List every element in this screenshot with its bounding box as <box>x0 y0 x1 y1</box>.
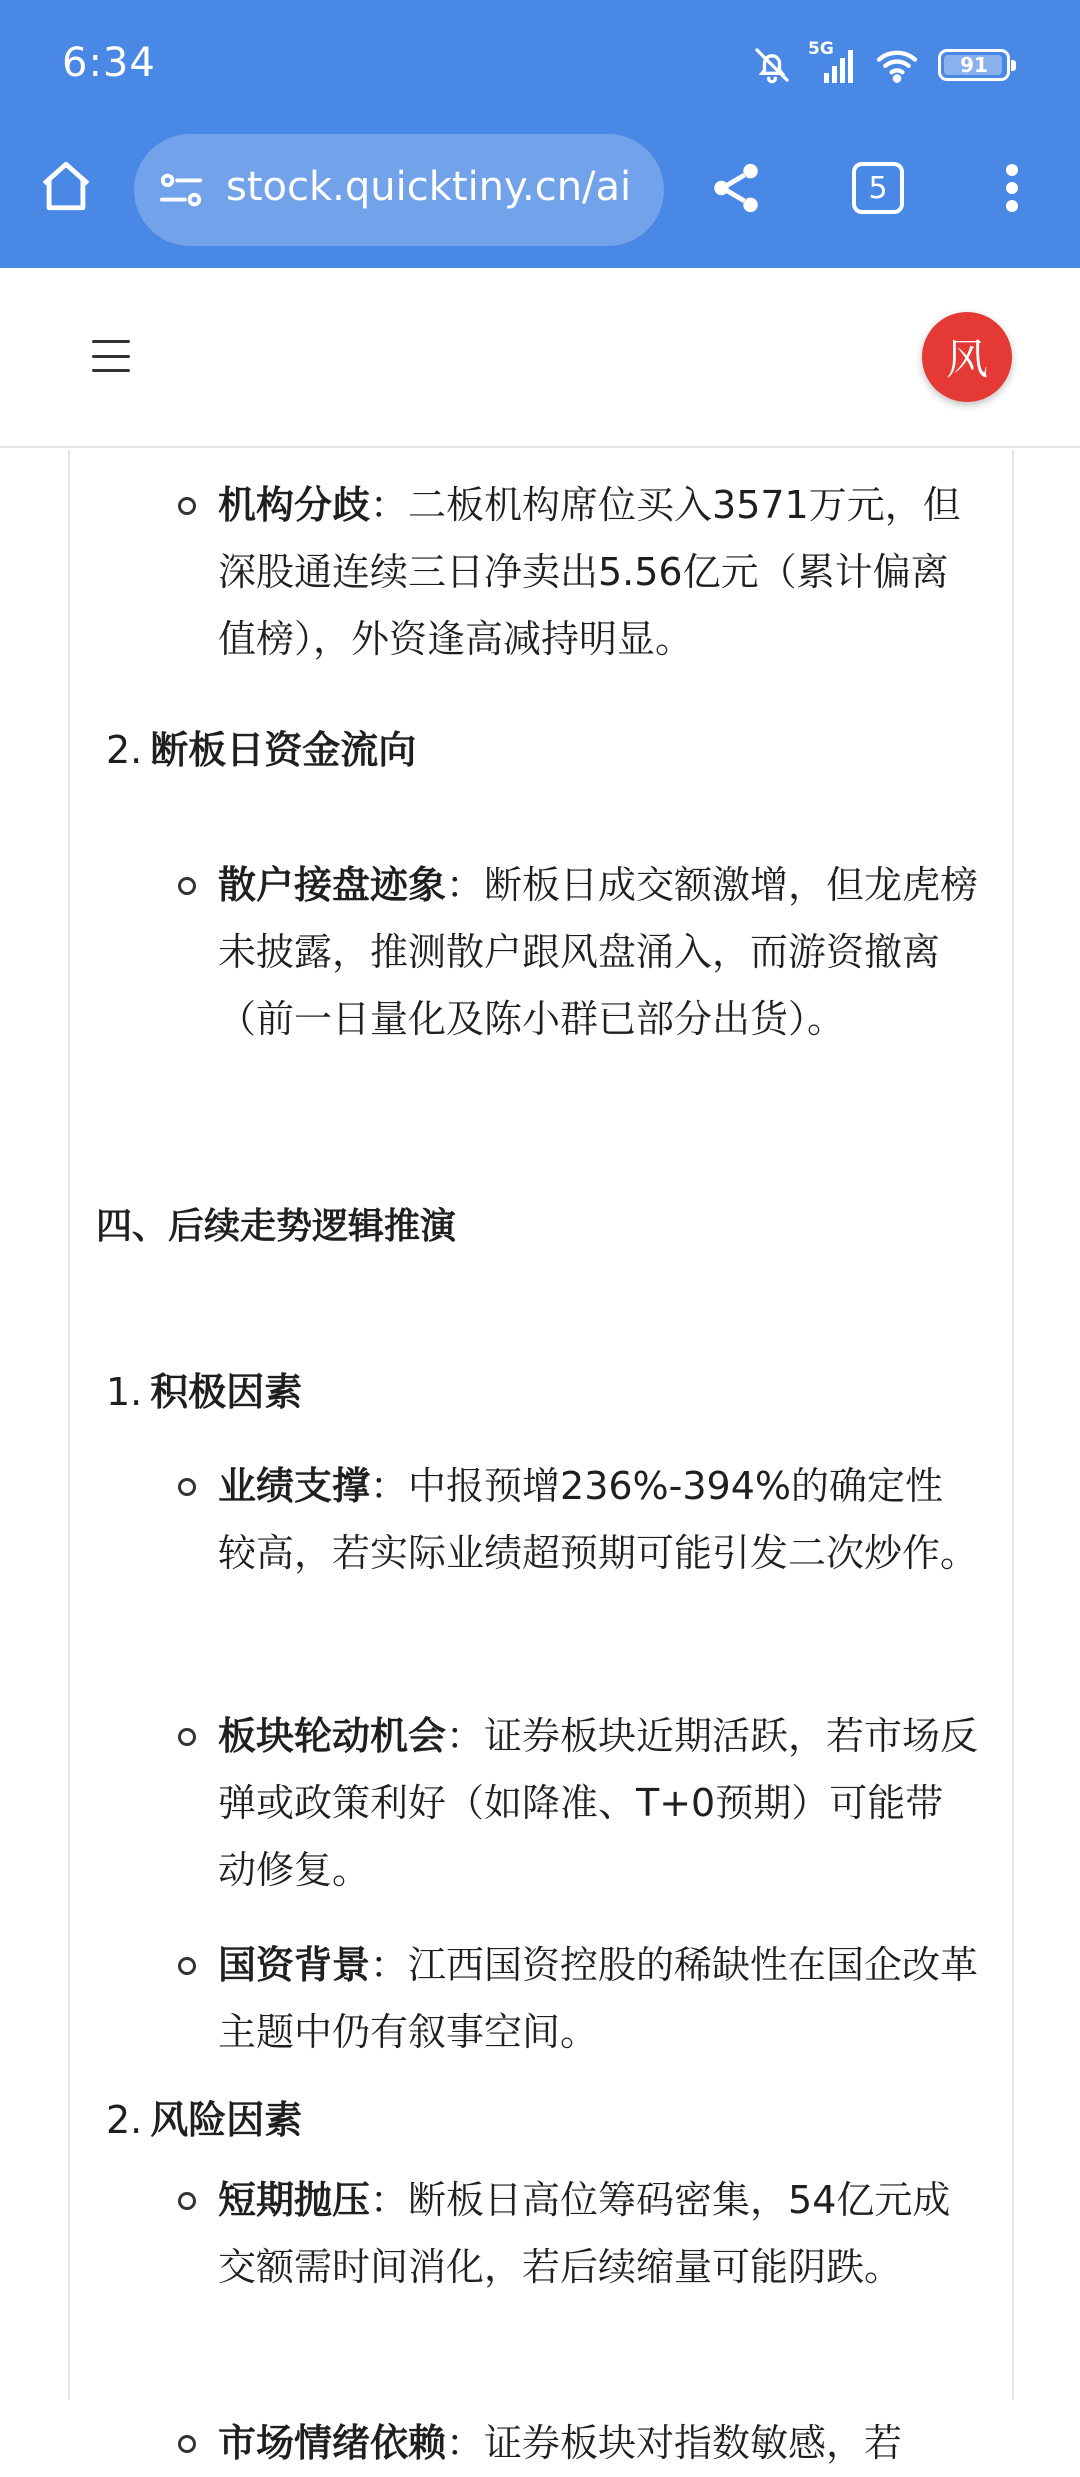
bullet-circle-icon <box>178 2192 196 2210</box>
list-item-separator: ： <box>370 1943 409 1987</box>
list-item-text <box>218 1453 980 1587</box>
list-item-body: 二板机构席位买入3571万元，但深股通连续三日净卖出5.56亿元（累计偏离值榜），外资逢高减持明显。 <box>218 483 961 661</box>
wifi-icon <box>874 47 920 83</box>
list-item-separator: ： <box>446 863 485 907</box>
site-header <box>0 268 1080 448</box>
bullet-circle-icon <box>178 877 196 895</box>
list-item-body: 中报预增236%-394%的确定性较高，若实际业绩超预期可能引发二次炒作。 <box>218 1464 979 1575</box>
bullet-circle-icon <box>178 497 196 515</box>
url-text: stock.quicktiny.cn/ai <box>226 164 632 210</box>
numbered-heading <box>106 720 416 780</box>
list-item-text <box>218 852 980 1053</box>
status-icons <box>752 39 1010 88</box>
list-item-title: 散户接盘迹象 <box>218 863 447 907</box>
list-item-separator: ： <box>446 2421 485 2465</box>
list-item-title: 市场情绪依赖 <box>218 2421 447 2465</box>
list-item-title: 短期抛压 <box>218 2178 371 2222</box>
bullet-circle-icon <box>178 1957 196 1975</box>
browser-chrome <box>0 0 1080 268</box>
more-vert-icon[interactable] <box>994 156 1030 220</box>
list-item-text <box>218 472 980 673</box>
avatar[interactable]: 风 <box>922 312 1012 402</box>
signal-icon <box>808 39 856 83</box>
share-button[interactable] <box>704 156 768 220</box>
list-item-text <box>218 1932 980 2066</box>
list-item-title: 板块轮动机会 <box>218 1714 447 1758</box>
bell-off-icon <box>752 45 792 85</box>
network-type: 5G <box>808 39 834 59</box>
article-content <box>68 450 1014 2465</box>
list-item-title: 国资背景 <box>218 1943 371 1987</box>
list-item-separator: ： <box>370 1464 409 1508</box>
status-time: 6:34 <box>62 40 156 86</box>
list-item-text <box>218 2167 980 2301</box>
share-icon <box>707 159 765 217</box>
list-item-separator: ： <box>370 483 409 527</box>
home-icon <box>37 157 95 215</box>
list-item-body: 证券板块对指数敏感，若 <box>484 2421 903 2465</box>
heading-title: 积极因素 <box>150 1370 303 1414</box>
heading-number: 2. <box>106 728 143 772</box>
bullet-circle-icon <box>178 1478 196 1496</box>
address-bar[interactable] <box>134 134 664 246</box>
home-button[interactable] <box>36 156 96 216</box>
list-item-title: 机构分歧 <box>218 483 371 527</box>
numbered-heading <box>106 1362 302 1422</box>
list-item-text <box>218 2410 980 2477</box>
status-bar <box>0 0 1080 130</box>
site-settings-icon <box>158 170 204 210</box>
section-heading: 四、后续走势逻辑推演 <box>96 1206 457 1247</box>
list-item-body: 断板日成交额激增，但龙虎榜未披露，推测散户跟风盘涌入，而游资撤离（前一日量化及陈小群已部分出货）。 <box>218 863 979 1041</box>
heading-number: 1. <box>106 1370 143 1414</box>
list-item-body: 断板日高位筹码密集，54亿元成交额需时间消化，若后续缩量可能阴跌。 <box>218 2178 951 2289</box>
list-item-separator: ： <box>446 1714 485 1758</box>
list-item-body: 江西国资控股的稀缺性在国企改革主题中仍有叙事空间。 <box>218 1943 979 2054</box>
tab-switcher-button[interactable]: 5 <box>852 162 904 214</box>
browser-toolbar <box>0 130 1080 268</box>
hamburger-icon[interactable] <box>92 336 132 376</box>
battery-icon <box>938 49 1010 81</box>
list-item-body: 证券板块近期活跃，若市场反弹或政策利好（如降准、T+0预期）可能带动修复。 <box>218 1714 979 1892</box>
list-item-separator: ： <box>370 2178 409 2222</box>
heading-title: 断板日资金流向 <box>150 728 417 772</box>
heading-title: 风险因素 <box>150 2098 303 2142</box>
list-item-title: 业绩支撑 <box>218 1464 371 1508</box>
list-item-text <box>218 1703 980 1904</box>
numbered-heading <box>106 2090 302 2150</box>
heading-number: 2. <box>106 2098 143 2142</box>
bullet-circle-icon <box>178 1728 196 1746</box>
battery-level: 91 <box>960 53 988 77</box>
bullet-circle-icon <box>178 2435 196 2453</box>
